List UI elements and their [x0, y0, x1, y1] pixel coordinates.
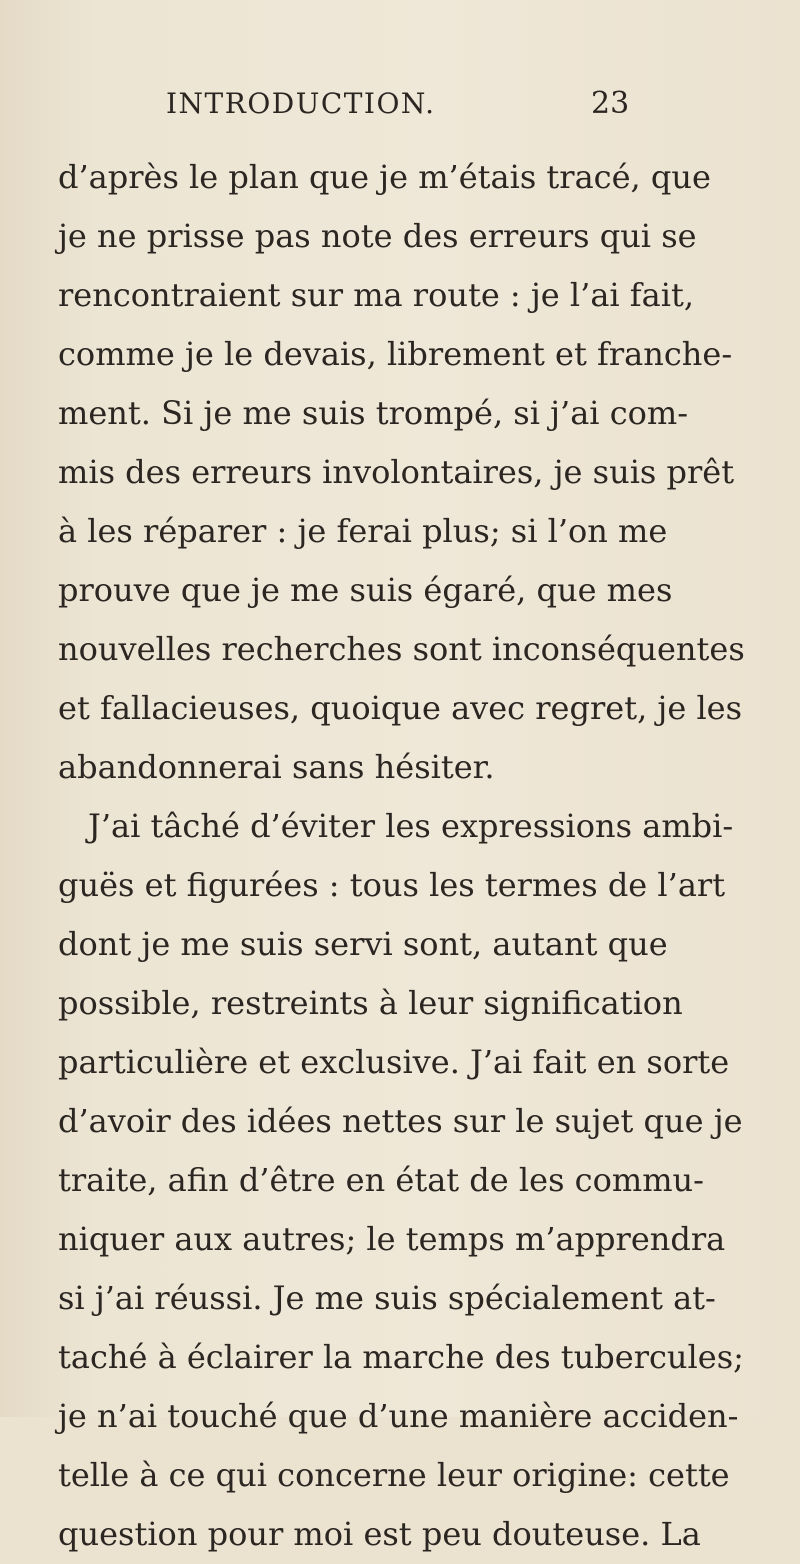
- text-line: et fallacieuses, quoique avec regret, je les: [58, 689, 743, 727]
- text-line: traite, afin d’être en état de les commu-: [58, 1161, 704, 1199]
- paragraph-start-line: J’ai tâché d’éviter les expressions ambi-: [88, 807, 734, 845]
- text-line: je ne prisse pas note des erreurs qui se: [58, 217, 697, 255]
- text-line: particulière et exclusive. J’ai fait en sorte: [58, 1043, 730, 1081]
- text-line: possible, restreints à leur signification: [58, 984, 683, 1022]
- text-line: comme je le devais, librement et franche-: [58, 335, 733, 373]
- text-line: taché à éclairer la marche des tubercules;: [58, 1338, 744, 1376]
- text-line: dont je me suis servi sont, autant que: [58, 925, 668, 963]
- text-line: question pour moi est peu douteuse. La: [58, 1515, 701, 1553]
- text-line: niquer aux autres; le temps m’apprendra: [58, 1220, 726, 1258]
- text-line: nouvelles recherches sont inconséquentes: [58, 630, 745, 668]
- running-head: [56, 74, 656, 134]
- text-line: telle à ce qui concerne leur origine: cette: [58, 1456, 730, 1494]
- text-line: à les réparer : je ferai plus; si l’on me: [58, 512, 668, 550]
- text-line: si j’ai réussi. Je me suis spécialement at-: [58, 1279, 716, 1317]
- page-number: 23: [591, 86, 630, 121]
- text-line: abandonnerai sans hésiter.: [58, 748, 495, 786]
- text-line: d’avoir des idées nettes sur le sujet que je: [58, 1102, 743, 1140]
- text-line: je n’ai touché que d’une manière acciden-: [58, 1397, 739, 1435]
- text-line: mis des erreurs involontaires, je suis prêt: [58, 453, 735, 491]
- text-line: rencontraient sur ma route : je l’ai fait,: [58, 276, 694, 314]
- text-line: guës et figurées : tous les termes de l’art: [58, 866, 726, 904]
- text-line: d’après le plan que je m’étais tracé, que: [58, 158, 711, 196]
- text-line: prouve que je me suis égaré, que mes: [58, 571, 673, 609]
- body-text: [58, 148, 745, 1564]
- running-head-title: INTRODUCTION.: [166, 87, 436, 120]
- text-line: ment. Si je me suis trompé, si j’ai com-: [58, 394, 689, 432]
